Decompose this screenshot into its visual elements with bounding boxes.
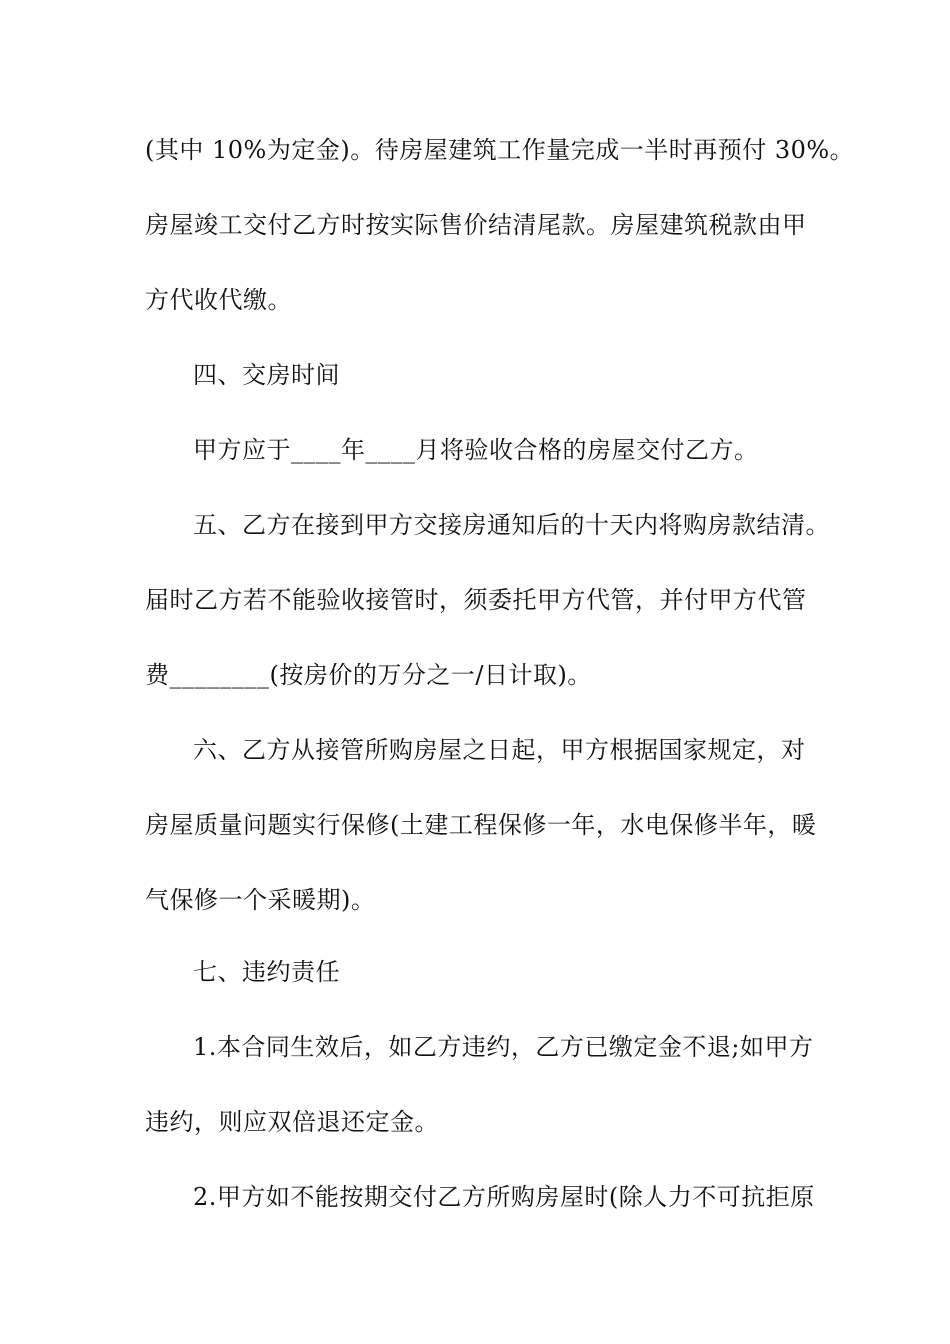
paragraph-line: 1.本合同生效后，如乙方违约，乙方已缴定金不退;如甲方 [193, 1033, 814, 1061]
paragraph-line: 违约，则应双倍退还定金。 [145, 1108, 439, 1136]
paragraph-line: 房屋竣工交付乙方时按实际售价结清尾款。房屋建筑税款由甲 [145, 211, 807, 239]
paragraph-line: (其中 10%为定金)。待房屋建筑工作量完成一半时再预付 30%。 [145, 136, 855, 164]
section-heading: 七、违约责任 [193, 958, 340, 986]
paragraph-line: 届时乙方若不能验收接管时，须委托甲方代管，并付甲方代管 [145, 586, 807, 614]
paragraph-line: 甲方应于____年____月将验收合格的房屋交付乙方。 [193, 436, 759, 464]
paragraph-line: 五、乙方在接到甲方交接房通知后的十天内将购房款结清。 [193, 511, 830, 539]
paragraph-line: 气保修一个采暖期)。 [145, 886, 376, 914]
paragraph-line: 六、乙方从接管所购房屋之日起，甲方根据国家规定，对 [193, 736, 806, 764]
paragraph-line: 2.甲方如不能按期交付乙方所购房屋时(除人力不可抗拒原 [193, 1183, 815, 1211]
paragraph-line: 房屋质量问题实行保修(土建工程保修一年，水电保修半年，暖 [145, 811, 817, 839]
paragraph-line: 费________(按房价的万分之一/日计取)。 [145, 661, 592, 689]
paragraph-line: 方代收代缴。 [145, 286, 292, 314]
section-heading: 四、交房时间 [193, 361, 340, 389]
